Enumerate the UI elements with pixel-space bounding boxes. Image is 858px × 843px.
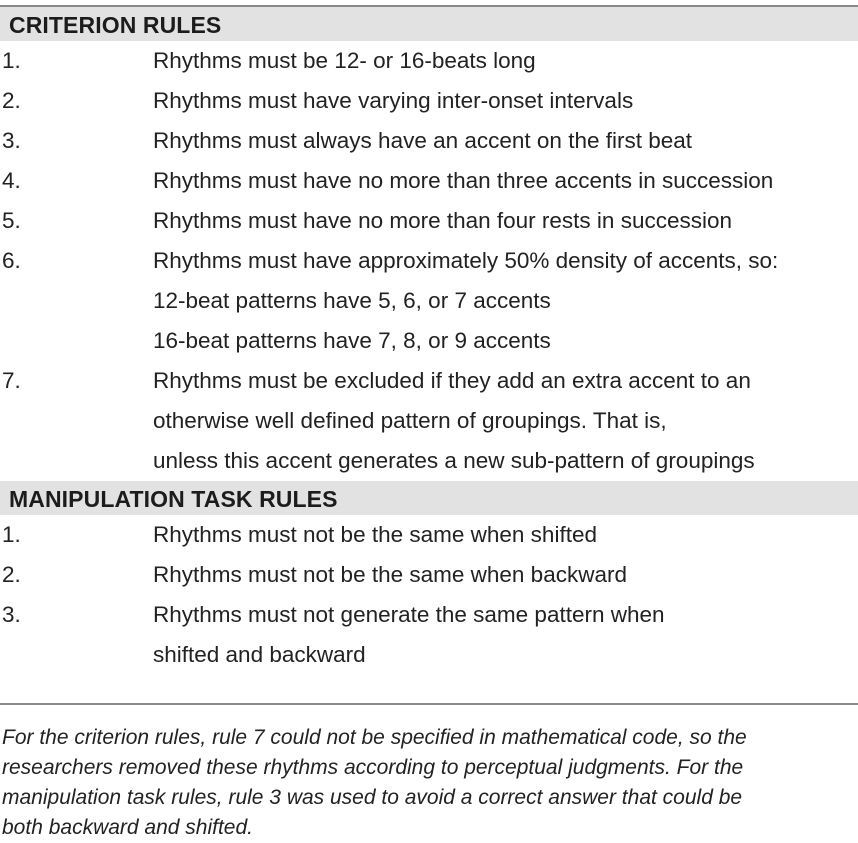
rule-text: Rhythms must be excluded if they add an extra accent to an <box>153 368 751 393</box>
table-row-continuation <box>0 635 858 675</box>
table-row <box>0 161 858 201</box>
table-row <box>0 81 858 121</box>
footnote-line: For the criterion rules, rule 7 could not be specified in mathematical code, so the <box>2 726 747 749</box>
rule-number: 4. <box>2 168 21 193</box>
rule-number: 5. <box>2 208 21 233</box>
rule-text: Rhythms must have no more than four rests in succession <box>153 208 733 233</box>
rule-text: Rhythms must not be the same when shifted <box>153 522 597 547</box>
table-row <box>0 41 858 81</box>
table-row-continuation <box>0 401 858 441</box>
rule-text: unless this accent generates a new sub-pattern of groupings <box>153 448 755 473</box>
rule-number: 1. <box>2 48 21 73</box>
footnote-line: both backward and shifted. <box>2 816 253 839</box>
rule-number: 7. <box>2 368 21 393</box>
rule-text: Rhythms must not generate the same pattern when <box>153 602 665 627</box>
table-footnote <box>2 723 858 843</box>
rule-number: 1. <box>2 522 21 547</box>
rule-text: Rhythms must not be the same when backward <box>153 562 627 587</box>
criterion-rules-header: CRITERION RULES <box>0 7 858 41</box>
table-row <box>0 121 858 161</box>
bottom-rule <box>0 703 858 705</box>
manipulation-rules-header: MANIPULATION TASK RULES <box>0 481 858 515</box>
rule-number: 6. <box>2 248 21 273</box>
rule-number: 2. <box>2 88 21 113</box>
rule-number: 2. <box>2 562 21 587</box>
table-row <box>0 361 858 401</box>
criterion-rules-list <box>0 41 858 481</box>
rule-text: Rhythms must have no more than three accents in succession <box>153 168 774 193</box>
rule-text: Rhythms must always have an accent on the first beat <box>153 128 693 153</box>
rule-text: shifted and backward <box>153 642 366 667</box>
rule-text: otherwise well defined pattern of groupings. That is, <box>153 408 667 433</box>
table-row <box>0 555 858 595</box>
rule-text: Rhythms must be 12- or 16-beats long <box>153 48 536 73</box>
rule-number: 3. <box>2 128 21 153</box>
table-row <box>0 201 858 241</box>
table-row-continuation <box>0 281 858 321</box>
table-row <box>0 595 858 635</box>
rule-number: 3. <box>2 602 21 627</box>
table-row <box>0 241 858 281</box>
rule-text: Rhythms must have varying inter-onset intervals <box>153 88 634 113</box>
table-row-continuation <box>0 321 858 361</box>
rule-text: 12-beat patterns have 5, 6, or 7 accents <box>153 288 551 313</box>
rule-text: Rhythms must have approximately 50% density of accents, so: <box>153 248 779 273</box>
rule-text: 16-beat patterns have 7, 8, or 9 accents <box>153 328 551 353</box>
table-row <box>0 515 858 555</box>
footnote-line: researchers removed these rhythms according to perceptual judgments. For the <box>2 756 744 779</box>
table-row-continuation <box>0 441 858 481</box>
footnote-line: manipulation task rules, rule 3 was used to avoid a correct answer that could be <box>2 786 743 809</box>
manipulation-rules-list <box>0 515 858 675</box>
